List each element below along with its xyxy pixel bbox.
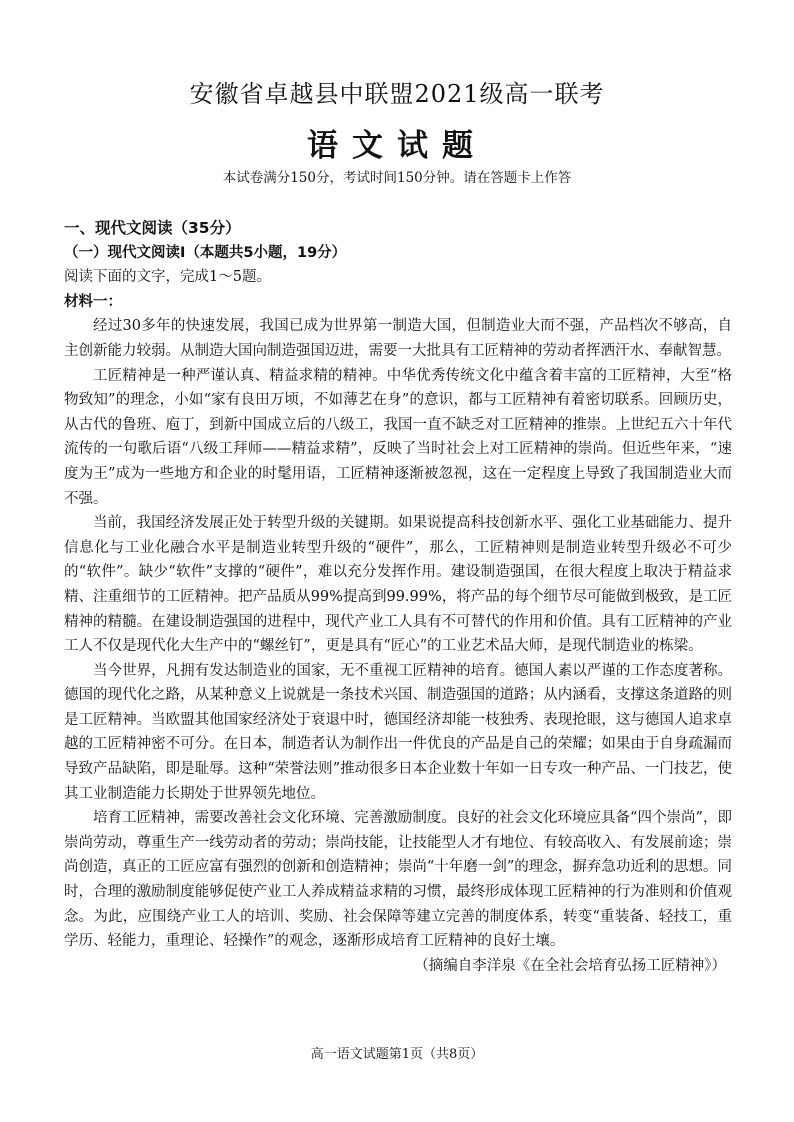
paragraph: 经过30多年的快速发展，我国已成为世界第一制造大国，但制造业大而不强，产品档次不够高，自主创新能力较弱。从制造大国向制造强国迈进，需要一大批具有工匠精神的劳动者挥洒汗水、奉献智慧。 — [64, 318, 732, 359]
page-footer: 高一语文试题第1页（共8页） — [310, 1047, 484, 1062]
reading-section — [64, 216, 732, 978]
subject-title: 语文试题 — [307, 128, 487, 164]
paragraph: 培育工匠精神，需要改善社会文化环境、完善激励制度。良好的社会文化环境应具备“四个崇尚”，即崇尚劳动，尊重生产一线劳动者的劳动；崇尚技能，让技能型人才有地位、有较高收入、有发展前途；崇尚创造，真正的工匠应富有强烈的创新和创造精神；崇尚“十年磨一剑”的理念，摒弃急功近利的思想。同时，合理的激励制度能够促使产业工人养成精益求精的习惯，最终形成体现工匠精神的行为准则和价值观念。为此，应围绕产业工人的培训、奖励、社会保障等建立完善的制度体系，转变“重装备、轻技工，重学历、轻能力，重理论、轻操作”的观念，逐渐形成培育工匠精神的良好土壤。 — [64, 810, 732, 950]
exam-note: 本试卷满分150分，考试时间150分钟。请在答题卡上作答 — [222, 170, 572, 186]
source-citation: （摘编自李洋泉《在全社会培育弘扬工匠精神》） — [414, 957, 726, 974]
paragraph: 当前，我国经济发展正处于转型升级的关键期。如果说提高科技创新水平、强化工业基础能力、提升信息化与工业化融合水平是制造业转型升级的“硬件”，那么，工匠精神则是制造业转型升级必不可少的“软件”。缺少“软件”支撑的“硬件”，难以充分发挥作用。建设制造强国，在很大程度上取决于精益求精、注重细节的工匠精神。把产品质从99%提高到99.99%，将产品的每个细节尽可能做到极致，是工匠精神的精髓。在建设制造强国的进程中，现代产业工人具有不可替代的作用和价值。具有工匠精神的产业工人不仅是现代化大生产中的“螺丝钉”，更是具有“匠心”的工业艺术品大师，是现代制造业的栋梁。 — [64, 515, 732, 655]
paragraph: 当今世界，凡拥有发达制造业的国家，无不重视工匠精神的培育。德国人素以严谨的工作态度著称。德国的现代化之路，从某种意义上说就是一条技术兴国、制造强国的道路；从内涵看，支撑这条道路的则是工匠精神。当欧盟其他国家经济处于衰退中时，德国经济却能一枝独秀、表现抢眼，这与德国人追求卓越的工匠精神密不可分。在日本，制造者认为制作出一件优良的产品是自己的荣耀；如果由于自身疏漏而导致产品缺陷，即是耻辱。这种“荣誉法则”推动很多日本企业数十年如一日专攻一种产品、一门技艺，使其工业制造能力长期处于世界领先地位。 — [64, 662, 732, 802]
reading-instruction: 阅读下面的文字，完成1～5题。 — [64, 269, 271, 286]
paragraph: 工匠精神是一种严谨认真、精益求精的精神。中华优秀传统文化中蕴含着丰富的工匠精神，大至“格物致知”的理念，小如“家有良田万顷，不如薄艺在身”的意识，都与工匠精神有着密切联系。回顾历史，从古代的鲁班、庖丁，到新中国成立后的八级工，我国一直不缺乏对工匠精神的推崇。上世纪五六十年代流传的一句歌后语“八级工拜师——精益求精”，反映了当时社会上对工匠精神的崇尚。但近些年来，“速度为王”成为一些地方和企业的时髦用语，工匠精神逐渐被忽视，这在一定程度上导致了我国制造业大而不强。 — [64, 367, 732, 507]
section-heading: 一、现代文阅读（35分） — [64, 219, 241, 237]
exam-title: 安徽省卓越县中联盟2021级高一联考 — [189, 80, 605, 108]
material-label: 材料一： — [64, 293, 122, 310]
subsection-heading: （一）现代文阅读Ⅰ（本题共5小题，19分） — [64, 244, 347, 261]
